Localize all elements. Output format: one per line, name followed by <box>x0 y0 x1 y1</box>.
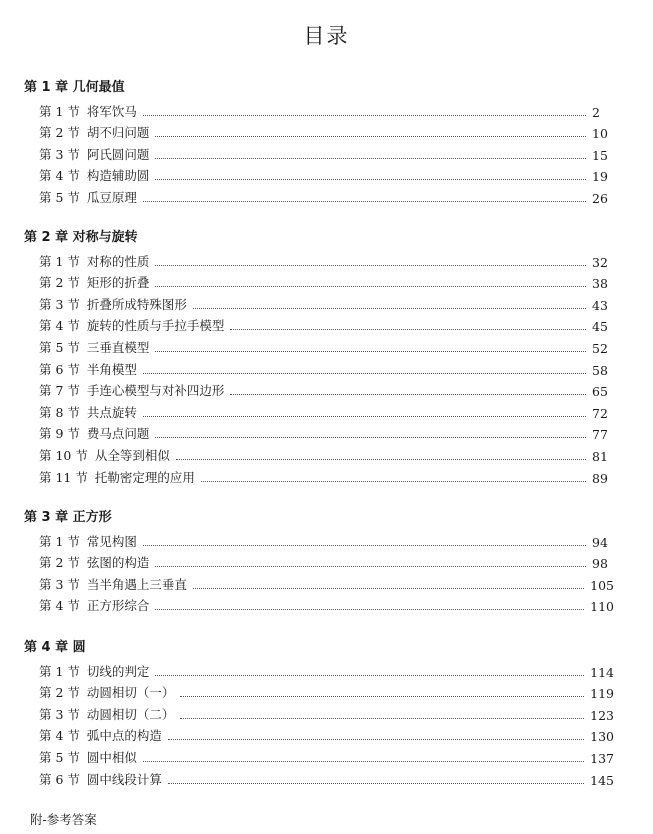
chapter-title: 第 1 章 几何最值 <box>24 80 125 95</box>
toc-entry <box>24 270 614 292</box>
dot-leader <box>143 544 586 546</box>
toc-entry <box>24 421 614 443</box>
toc-entry-title <box>39 662 149 680</box>
page-number: 145 <box>590 772 614 788</box>
section-title: 折叠所成特殊图形 <box>86 296 187 312</box>
page-number: 65 <box>592 384 608 400</box>
dot-leader <box>155 436 586 438</box>
dot-leader <box>180 695 584 697</box>
toc-entry <box>24 550 614 572</box>
section-number: 第 4 节 <box>39 728 80 744</box>
dot-leader <box>155 135 586 137</box>
page-number: 45 <box>592 319 608 335</box>
dot-leader <box>143 760 584 762</box>
chapter-1 <box>24 78 614 206</box>
page-number: 58 <box>592 362 608 378</box>
page-number: 130 <box>590 729 614 745</box>
toc-entry-title <box>39 705 174 723</box>
appendix-heading: 附-参考答案 <box>30 812 97 827</box>
section-title: 胡不归问题 <box>86 125 150 141</box>
toc-entry-title <box>39 381 224 399</box>
toc-entry-title <box>39 553 149 571</box>
page-number: 52 <box>592 340 608 356</box>
toc-entry <box>24 291 614 313</box>
page-number: 26 <box>592 190 608 206</box>
chapter-4 <box>24 638 614 788</box>
dot-leader <box>143 415 586 417</box>
section-title: 将军饮马 <box>86 103 137 119</box>
dot-leader <box>180 717 584 719</box>
dot-leader <box>155 608 584 610</box>
toc-entry <box>24 399 614 421</box>
toc-entry <box>24 120 614 142</box>
section-title: 旋转的性质与手拉手模型 <box>86 318 225 334</box>
page-number: 72 <box>592 405 608 421</box>
toc-entry-title <box>39 338 149 356</box>
dot-leader <box>230 328 586 330</box>
toc-entry-title <box>39 424 149 442</box>
toc-entry-title <box>39 770 162 788</box>
dot-leader <box>155 674 584 676</box>
section-title: 正方形综合 <box>86 598 150 614</box>
dot-leader <box>155 157 586 159</box>
section-number: 第 6 节 <box>39 361 80 377</box>
toc-entry <box>24 141 614 163</box>
section-number: 第 6 节 <box>39 771 80 787</box>
section-number: 第 2 节 <box>39 685 80 701</box>
page-title: 目录 <box>303 24 350 48</box>
dot-leader <box>155 178 586 180</box>
toc-entry-title <box>39 295 187 313</box>
chapter-title: 第 2 章 对称与旋转 <box>24 230 138 245</box>
section-title: 瓜豆原理 <box>86 189 137 205</box>
chapter-2 <box>24 228 614 486</box>
section-number: 第 1 节 <box>39 253 80 269</box>
section-title: 半角模型 <box>86 361 137 377</box>
section-number: 第 10 节 <box>39 447 88 463</box>
page-number: 10 <box>592 126 608 142</box>
section-number: 第 1 节 <box>39 103 80 119</box>
toc-entry <box>24 313 614 335</box>
page-number: 110 <box>590 599 614 615</box>
dot-leader <box>143 114 586 116</box>
dot-leader <box>155 264 586 266</box>
toc-entry-title <box>39 575 187 593</box>
section-number: 第 5 节 <box>39 749 80 765</box>
section-title: 动圆相切（二） <box>86 706 175 722</box>
dot-leader <box>168 782 584 784</box>
toc-entry <box>24 744 614 766</box>
section-number: 第 4 节 <box>39 598 80 614</box>
section-title: 矩形的折叠 <box>86 275 150 291</box>
dot-leader <box>201 480 586 482</box>
chapter-3 <box>24 508 614 614</box>
toc-entry <box>24 248 614 270</box>
section-title: 手连心模型与对补四边形 <box>86 383 225 399</box>
toc-entry <box>24 163 614 185</box>
section-number: 第 4 节 <box>39 318 80 334</box>
toc-entry <box>24 593 614 615</box>
page-number: 89 <box>592 470 608 486</box>
toc-entry <box>24 442 614 464</box>
section-number: 第 3 节 <box>39 576 80 592</box>
section-title: 共点旋转 <box>86 404 137 420</box>
section-number: 第 5 节 <box>39 189 80 205</box>
section-title: 构造辅助圆 <box>86 168 150 184</box>
page-number: 123 <box>590 707 614 723</box>
page-number: 15 <box>592 147 608 163</box>
section-number: 第 5 节 <box>39 339 80 355</box>
page-number: 77 <box>592 427 608 443</box>
section-number: 第 3 节 <box>39 296 80 312</box>
dot-leader <box>155 350 586 352</box>
section-number: 第 2 节 <box>39 555 80 571</box>
toc-entry <box>24 571 614 593</box>
section-title: 对称的性质 <box>86 253 150 269</box>
page-number: 38 <box>592 276 608 292</box>
toc-entry-title <box>39 726 162 744</box>
page-number: 19 <box>592 169 608 185</box>
section-title: 当半角遇上三垂直 <box>86 576 187 592</box>
section-number: 第 1 节 <box>39 663 80 679</box>
dot-leader <box>193 307 586 309</box>
section-title: 费马点问题 <box>86 426 150 442</box>
dot-leader <box>176 458 586 460</box>
toc-entry <box>24 658 614 680</box>
chapter-title: 第 3 章 正方形 <box>24 510 112 525</box>
toc-entry-title <box>39 166 149 184</box>
section-title: 动圆相切（一） <box>86 685 175 701</box>
toc-entry <box>24 98 614 120</box>
toc-entry-title <box>39 188 137 206</box>
page-number: 114 <box>590 664 614 680</box>
section-title: 常见构图 <box>86 533 137 549</box>
toc-entry-title <box>39 145 149 163</box>
section-number: 第 9 节 <box>39 426 80 442</box>
toc-entry-title <box>39 532 137 550</box>
toc-entry <box>24 184 614 206</box>
dot-leader <box>230 393 586 395</box>
page-number: 98 <box>592 556 608 572</box>
toc-entry <box>24 334 614 356</box>
toc-entry <box>24 701 614 723</box>
section-number: 第 3 节 <box>39 706 80 722</box>
toc-entry-title <box>39 123 149 141</box>
page-number: 119 <box>590 686 614 702</box>
dot-leader <box>168 738 584 740</box>
toc-entry-title <box>39 468 195 486</box>
section-number: 第 2 节 <box>39 125 80 141</box>
section-title: 圆中相似 <box>86 749 137 765</box>
page-number: 94 <box>592 534 608 550</box>
toc-entry <box>24 378 614 400</box>
toc-entry <box>24 528 614 550</box>
toc-entry-title <box>39 683 174 701</box>
section-title: 三垂直模型 <box>86 339 150 355</box>
toc-entry-title <box>39 748 137 766</box>
chapter-title: 第 4 章 圆 <box>24 640 86 655</box>
toc-entry <box>24 680 614 702</box>
dot-leader <box>143 200 586 202</box>
section-number: 第 4 节 <box>39 168 80 184</box>
dot-leader <box>193 587 584 589</box>
page-number: 43 <box>592 297 608 313</box>
toc-entry-title <box>39 273 149 291</box>
toc-entry-title <box>39 446 170 464</box>
toc-entry <box>24 723 614 745</box>
section-title: 圆中线段计算 <box>86 771 162 787</box>
section-number: 第 7 节 <box>39 383 80 399</box>
page-number: 81 <box>592 448 608 464</box>
dot-leader <box>155 565 586 567</box>
section-title: 弧中点的构造 <box>86 728 162 744</box>
dot-leader <box>143 372 586 374</box>
toc-entry-title <box>39 360 137 378</box>
section-number: 第 2 节 <box>39 275 80 291</box>
toc-entry <box>24 766 614 788</box>
section-number: 第 1 节 <box>39 533 80 549</box>
toc-entry <box>24 464 614 486</box>
toc-entry-title <box>39 316 224 334</box>
toc-entry-title <box>39 403 137 421</box>
toc-entry-title <box>39 252 149 270</box>
toc-entry-title <box>39 596 149 614</box>
page-number: 137 <box>590 750 614 766</box>
section-title: 弦图的构造 <box>86 555 150 571</box>
section-number: 第 8 节 <box>39 404 80 420</box>
section-title: 切线的判定 <box>86 663 150 679</box>
toc-entry <box>24 356 614 378</box>
toc-entry-title <box>39 102 137 120</box>
section-title: 阿氏圆问题 <box>86 146 150 162</box>
page-number: 105 <box>590 577 614 593</box>
section-title: 从全等到相似 <box>94 447 170 463</box>
dot-leader <box>155 285 586 287</box>
page-number: 32 <box>592 254 608 270</box>
section-number: 第 3 节 <box>39 146 80 162</box>
section-title: 托勒密定理的应用 <box>94 469 195 485</box>
section-number: 第 11 节 <box>39 469 88 485</box>
page-number: 2 <box>592 104 600 120</box>
